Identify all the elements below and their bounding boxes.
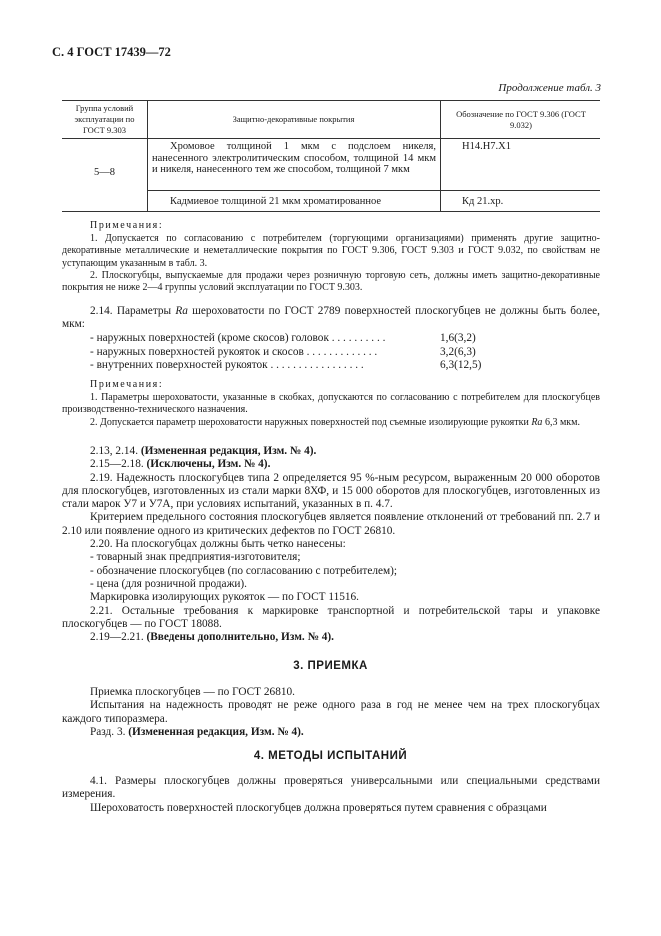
note-item: 1. Параметры шероховатости, указанные в скобках, допускаются по согласованию с потребителем для плоскогубцев производственно-технического назначения.: [62, 392, 600, 416]
notes-title: Примечания:: [90, 379, 164, 390]
table-header-group: Группа условий эксплуатации по ГОСТ 9.303: [74, 103, 135, 135]
paragraph: [62, 445, 600, 458]
table-cell-coating: Кадмиевое толщиной 21 мкм хроматированное: [170, 196, 382, 207]
section-3-title: 3. ПРИЕМКА: [293, 660, 368, 672]
clause-number: 2.19—2.21.: [90, 631, 144, 644]
table-cell-designation: Кд 21.хр.: [462, 196, 504, 207]
table-top-border: [62, 100, 600, 101]
roughness-item-value: 6,3(12,5): [440, 359, 482, 371]
paragraph-2-20: 2.20. На плоскогубцах должны быть четко нанесены:: [90, 538, 346, 551]
roughness-item-label: - наружных поверхностей рукояток и скосов . . . . . . . . . . . . .: [90, 345, 378, 358]
note-item: 2. Плоскогубцы, выпускаемые для продажи через розничную торговую сеть, должны иметь защитно-декоративные покрытия не ниже 2—4 группы условий эксплуатации по ГОСТ 9.303.: [62, 269, 600, 294]
notes-title: Примечания:: [90, 220, 164, 231]
body-text: [62, 445, 600, 644]
roughness-item-label: - внутренних поверхностей рукояток . . . . . . . . . . . . . . . . .: [90, 359, 364, 371]
clause-number: 2.15—2.18.: [90, 458, 144, 471]
page-header: С. 4 ГОСТ 17439—72: [52, 45, 171, 59]
paragraph: Шероховатость поверхностей плоскогубцев должна проверяться путем сравнения с образцами: [90, 801, 547, 814]
table-cell-designation: Н14.Н7.Х1: [462, 141, 511, 152]
amendment-note: (Измененная редакция, Изм. № 4).: [128, 725, 304, 738]
table-header-border: [62, 138, 600, 139]
roughness-item: [90, 346, 600, 360]
roughness-item: [90, 332, 600, 346]
roughness-list: [90, 332, 600, 373]
paragraph-2-19: 2.19. Надежность плоскогубцев типа 2 определяется 95 %-ным ресурсом, выраженным 20 000 оборотов для плоскогубцев, изготовленных из стали марки 8ХФ, и 15 000 оборотов для плоскогубцев, изготовленных из стали марок У7 и У7А, при условиях испытаний, указанных в п. 4.7.: [62, 471, 600, 511]
table-row-divider: [147, 190, 600, 191]
table-col-divider: [147, 100, 148, 211]
roughness-item: [90, 359, 600, 373]
section-4-title: 4. МЕТОДЫ ИСПЫТАНИЙ: [253, 750, 408, 762]
paragraph-4-1: 4.1. Размеры плоскогубцев должны проверяться универсальными или специальными средствами измерения.: [62, 775, 600, 801]
paragraph-criterion: Критерием предельного состояния плоскогубцев является появление отклонений от требований пп. 2.7 и 2.10 или появление одного из критических дефектов по ГОСТ 26810.: [62, 511, 600, 537]
amendment-note: (Измененная редакция, Изм. № 4).: [140, 445, 317, 457]
marking-item: - цена (для розничной продажи).: [90, 577, 248, 590]
paragraph: [62, 726, 600, 739]
table-header-designation: Обозначение по ГОСТ 9.306 (ГОСТ 9.032): [456, 109, 586, 130]
amendment-note: (Исключены, Изм. № 4).: [146, 458, 271, 471]
note-item: 2. Допускается параметр шероховатости наружных поверхностей под съемные изолирующие рукоятки Ra 6,3 мкм.: [90, 416, 580, 428]
section-4-body: [62, 775, 600, 815]
roughness-item-value: 1,6(3,2): [440, 332, 476, 344]
table-cell-coating: Хромовое толщиной 1 мкм с подслоем никеля, нанесенного электролитическим способом, толщиной 14 мкм и никеля, нанесенного тем же способом, толщиной 7 мкм: [152, 141, 436, 176]
paragraph-2-14: 2.14. Параметры Ra шероховатости по ГОСТ 2789 поверхностей плоскогубцев не должны быть более, мкм:: [62, 305, 600, 331]
clause-number: Разд. 3.: [90, 725, 126, 738]
paragraph: Испытания на надежность проводят не реже одного раза в год не менее чем на трех плоскогубцах каждого типоразмера.: [62, 699, 600, 725]
table-col-divider: [440, 100, 441, 211]
paragraph-2-21: 2.21. Остальные требования к маркировке транспортной и потребительской тары и упаковке плоскогубцев — по ГОСТ 18088.: [62, 604, 600, 630]
table-bottom-border: [62, 211, 600, 212]
paragraph: [62, 458, 600, 471]
note-text: [62, 392, 600, 429]
amendment-note: (Введены дополнительно, Изм. № 4).: [146, 631, 334, 644]
table-cell-group: 5—8: [94, 167, 115, 178]
table-header-coating: Защитно-декоративные покрытия: [232, 114, 355, 124]
note-item: 1. Допускается по согласованию с потребителем (торгующими организациями) применять другие защитно-декоративные металлические и неметаллические покрытия по ГОСТ 9.306, ГОСТ 9.303 и ГОСТ 9.032, по свойствам не уступающим указанным в табл. 3.: [62, 233, 600, 269]
paragraph-marking: Маркировка изолирующих рукояток — по ГОСТ 11516.: [90, 591, 359, 604]
marking-item: - обозначение плоскогубцев (по согласованию с потребителем);: [90, 564, 398, 577]
roughness-item-value: 3,2(6,3): [440, 345, 476, 358]
marking-item: - товарный знак предприятия-изготовителя;: [90, 551, 301, 564]
note-text: [62, 233, 600, 294]
paragraph: [62, 631, 600, 644]
paragraph: Приемка плоскогубцев — по ГОСТ 26810.: [90, 686, 295, 698]
section-3-body: [62, 686, 600, 739]
clause-number: 2.13, 2.14.: [90, 445, 139, 457]
roughness-item-label: - наружных поверхностей (кроме скосов) головок . . . . . . . . . .: [90, 332, 386, 344]
table-continuation-label: Продолжение табл. 3: [498, 82, 601, 94]
